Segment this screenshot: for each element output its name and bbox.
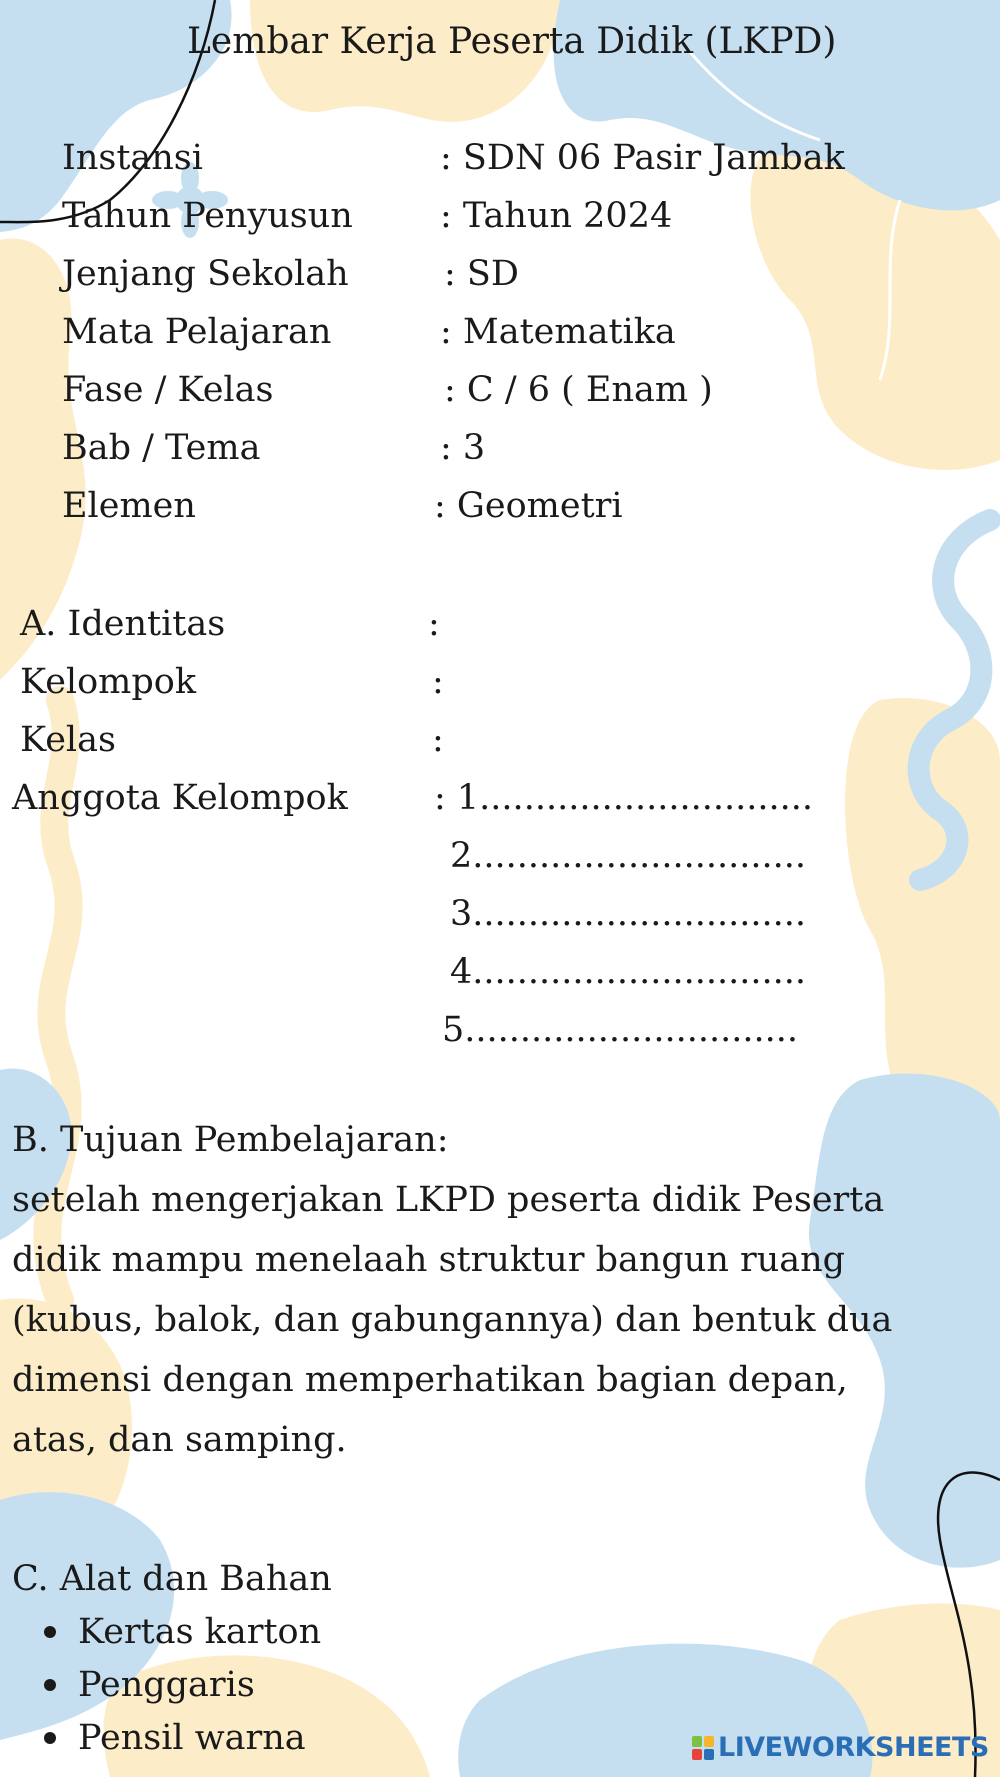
material-item-1: Kertas karton <box>78 1612 322 1652</box>
info-label-bab: Bab / Tema <box>62 428 261 468</box>
member-line-3: 3.............................. <box>450 894 807 934</box>
info-label-tahun: Tahun Penyusun <box>62 196 353 236</box>
info-value-elemen: : Geometri <box>434 486 623 526</box>
info-value-tahun: : Tahun 2024 <box>440 196 673 236</box>
bullet-icon <box>44 1732 56 1744</box>
info-label-fase: Fase / Kelas <box>62 370 274 410</box>
member-line-1: : 1.............................. <box>434 778 813 818</box>
page-title: Lembar Kerja Peserta Didik (LKPD) <box>187 21 837 62</box>
member-line-4: 4.............................. <box>450 952 807 992</box>
watermark-text: LIVEWORKSHEETS <box>718 1732 989 1763</box>
kelompok-label: Kelompok <box>20 662 197 702</box>
kelompok-colon: : <box>432 662 444 702</box>
info-label-jenjang: Jenjang Sekolah <box>62 254 349 294</box>
objective-line-3: (kubus, balok, dan gabungannya) dan bentuk dua <box>12 1300 893 1340</box>
identity-heading: A. Identitas <box>20 604 226 644</box>
info-value-fase: : C / 6 ( Enam ) <box>444 370 713 410</box>
info-value-bab: : 3 <box>440 428 486 468</box>
kelas-label: Kelas <box>20 720 116 760</box>
objective-line-1: setelah mengerjakan LKPD peserta didik Peserta <box>12 1180 885 1220</box>
bullet-icon <box>44 1626 56 1638</box>
info-label-instansi: Instansi <box>62 138 203 178</box>
bullet-icon <box>44 1679 56 1691</box>
info-value-mapel: : Matematika <box>440 312 676 352</box>
info-value-jenjang: : SD <box>444 254 519 294</box>
materials-heading: C. Alat dan Bahan <box>12 1559 332 1599</box>
identity-colon: : <box>428 604 440 644</box>
member-line-2: 2.............................. <box>450 836 807 876</box>
info-label-elemen: Elemen <box>62 486 196 526</box>
material-item-2: Penggaris <box>78 1665 255 1705</box>
kelas-colon: : <box>432 720 444 760</box>
objective-heading: B. Tujuan Pembelajaran: <box>12 1120 449 1160</box>
objective-line-5: atas, dan samping. <box>12 1420 347 1460</box>
member-line-5: 5.............................. <box>442 1010 799 1050</box>
info-value-instansi: : SDN 06 Pasir Jambak <box>440 138 845 178</box>
liveworksheets-logo-icon <box>692 1736 714 1760</box>
objective-line-4: dimensi dengan memperhatikan bagian depan, <box>12 1360 848 1400</box>
material-item-3: Pensil warna <box>78 1718 306 1758</box>
objective-line-2: didik mampu menelaah struktur bangun ruang <box>12 1240 846 1280</box>
anggota-kelompok-label: Anggota Kelompok <box>12 778 348 818</box>
info-label-mapel: Mata Pelajaran <box>62 312 332 352</box>
liveworksheets-watermark <box>692 1730 989 1766</box>
